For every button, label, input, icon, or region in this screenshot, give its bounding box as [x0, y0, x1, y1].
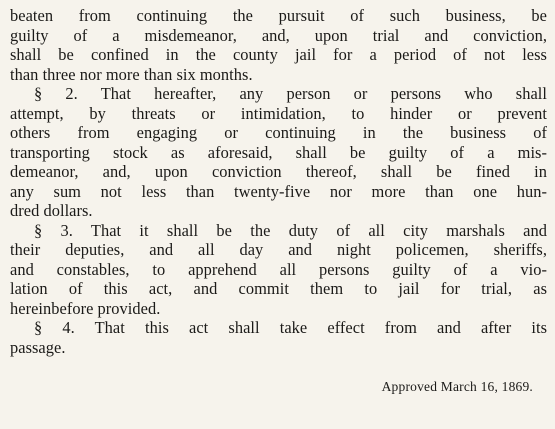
- section-heading-line: § 2. That hereafter, any person or persons who shall: [34, 84, 547, 103]
- paragraph-section-2: [10, 84, 547, 221]
- section-heading-line: § 3. That it shall be the duty of all city marshals and: [34, 220, 547, 240]
- paragraph-section-3: [10, 221, 547, 319]
- text-line: any sum not less than twenty-five nor more than one hun-: [10, 181, 547, 201]
- text-line: transporting stock as aforesaid, shall be guilty of a mis-: [10, 142, 547, 162]
- paragraph-continuation: [10, 6, 547, 84]
- text-line: hereinbefore provided.: [10, 298, 161, 318]
- text-line: beaten from continuing the pursuit of such business, be: [10, 6, 547, 25]
- paragraph-section-4: [10, 318, 547, 357]
- text-line: demeanor, and, upon conviction thereof, shall be fined in: [10, 162, 547, 181]
- text-line: and constables, to apprehend all persons guilty of a vio-: [10, 259, 547, 279]
- text-line: passage.: [10, 337, 66, 357]
- text-line: lation of this act, and commit them to jail for trial, as: [10, 279, 547, 298]
- approval-date: Approved March 16, 1869.: [381, 379, 533, 394]
- text-line: others from engaging or continuing in the business of: [10, 123, 547, 142]
- text-line: guilty of a misdemeanor, and, upon trial and conviction,: [10, 25, 547, 45]
- text-line: than three nor more than six months.: [10, 64, 253, 84]
- text-line: attempt, by threats or intimidation, to hinder or prevent: [10, 103, 547, 123]
- text-line: their deputies, and all day and night policemen, sheriffs,: [10, 240, 547, 259]
- text-line: shall be confined in the county jail for a period of not less: [10, 45, 547, 64]
- text-line: dred dollars.: [10, 201, 93, 220]
- section-heading-line: § 4. That this act shall take effect from and after its: [34, 318, 547, 337]
